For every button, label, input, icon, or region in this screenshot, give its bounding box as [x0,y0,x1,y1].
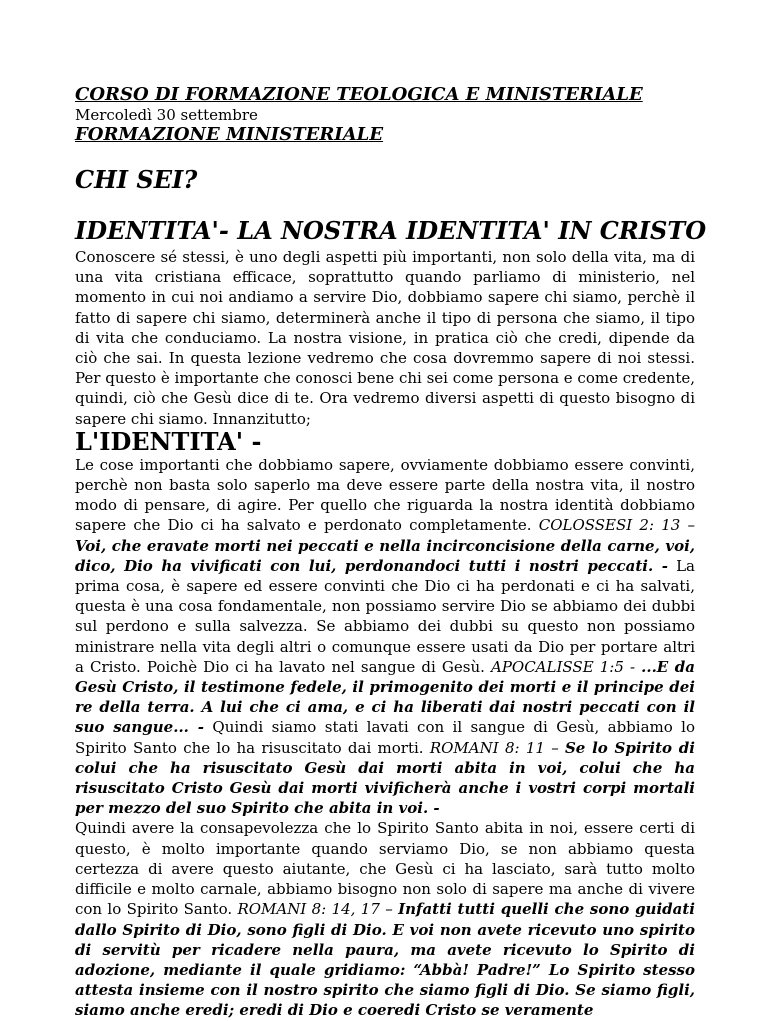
section-heading-identita: L'IDENTITA' - [75,426,262,456]
paragraph-holy-spirit [75,818,695,1020]
intro-paragraph: Conoscere sé stessi, è uno degli aspetti più importanti, non solo della vita, ma di una vita cristiana efficace, soprattutto quando parliamo di ministerio, nel momento in cui noi andiamo a servire Dio, dobbiamo sapere chi siamo, perchè il fatto di sapere chi siamo, determinerà anche il tipo di persona che siamo, il tipo di vita che conduciamo. La nostra visione, in pratica ciò che credi, dipende da ciò che sai. In questa lezione vedremo che cosa dovremmo sapere di noi stessi. Per questo è importante che conosci bene chi sei come persona e come credente, quindi, ciò che Gesù dice di te. Ora vedremo diversi aspetti di questo bisogno di sapere chi siamo. Innanzitutto; [75,248,695,428]
course-title: CORSO DI FORMAZIONE TEOLOGICA E MINISTERIALE [75,84,643,105]
bible-reference: COLOSSESI 2: 13 – [538,516,695,535]
bible-reference: APOCALISSE 1:5 - [490,657,642,676]
body-text: Quindi avere la consapevolezza che lo Spirito Santo abita in noi, essere certi di questo, è molto importante quando serviamo Dio, se non abbiamo questa certezza di avere questo aiutante, che Gesù ci ha lasciato, sarà tutto molto difficile e molto carnale, abbiamo bisogno non solo di sapere ma anche di vivere con lo Spirito Santo. [75,819,695,919]
bible-verse: Infatti tutti quelli che sono guidati dallo Spirito di Dio, sono figli di Dio. E voi non avete ricevuto uno spirito di servitù per ricadere nella paura, ma avete ricevuto lo Spirito di adozione, mediante il quale gridiamo: “Abbà! Padre!” Lo Spirito stesso attesta insieme con il nostro spirito che siamo figli di Dio. Se siamo figli, siamo anche eredi; eredi di Dio e coeredi Cristo se veramente [75,900,696,1020]
lesson-title: CHI SEI? [75,165,198,194]
paragraph-identity [75,455,695,819]
bible-verse: Voi, che eravate morti nei peccati e nella incirconcisione della carne, voi, dico, Dio ha vivificati con lui, perdonandoci tutti i nostri peccati. - [75,536,695,575]
lesson-subtitle: IDENTITA'- LA NOSTRA IDENTITA' IN CRISTO [75,216,707,245]
bible-verse: Se lo Spirito di colui che ha risuscitato Gesù dai morti abita in voi, colui che ha risuscitato Cristo Gesù dai morti vivificherà anche i vostri corpi mortali per mezzo del suo Spirito che abita in voi. - [75,738,695,818]
body-text: La prima cosa, è sapere ed essere convinti che Dio ci ha perdonati e ci ha salvati, questa è una cosa fondamentale, non possiamo servire Dio se abbiamo dei dubbi sul perdono e sulla salvezza. Se abbiamo dei dubbi su questo non possiamo ministrare nella vita degli altri o comunque essere usati da Dio per portare altri a Cristo. Poichè Dio ci ha lavato nel sangue di Gesù. [75,556,695,676]
bible-verse: ...E da Gesù Cristo, il testimone fedele, il primogenito dei morti e il principe dei re della terra. A lui che ci ama, e ci ha liberati dai nostri peccati con il suo sangue... - [75,657,695,737]
bible-reference: ROMANI 8: 14, 17 – [237,900,399,919]
body-text: Le cose importanti che dobbiamo sapere, ovviamente dobbiamo essere convinti, perchè non basta solo saperlo ma deve essere parte della nostra vita, il nostro modo di pensare, di agire. Per quello che riguarda la nostra identità dobbiamo sapere che Dio ci ha salvato e perdonato completamente. [75,455,695,535]
lesson-date: Mercoledì 30 settembre [75,106,258,124]
bible-reference: ROMANI 8: 11 – [429,738,565,757]
section-title: FORMAZIONE MINISTERIALE [75,124,384,145]
body-text: Quindi siamo stati lavati con il sangue di Gesù, abbiamo lo Spirito Santo che lo ha risuscitato dai morti. [75,718,696,757]
document-page [75,84,707,1021]
